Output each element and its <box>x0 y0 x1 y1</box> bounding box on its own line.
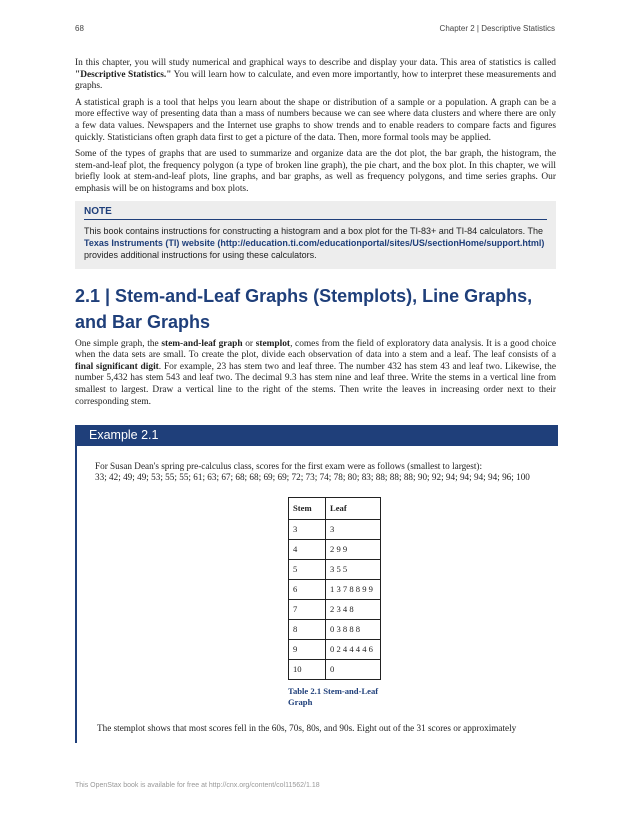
leaf-cell: 2 3 4 8 <box>326 599 381 619</box>
table-row <box>289 619 381 639</box>
stem-leaf-table <box>288 497 381 680</box>
table-row <box>289 579 381 599</box>
leaf-cell: 3 5 5 <box>326 559 381 579</box>
leaf-cell: 3 <box>326 519 381 539</box>
example-box <box>75 425 558 743</box>
leaf-cell: 1 3 7 8 8 9 9 <box>326 579 381 599</box>
note-title: NOTE <box>84 206 547 220</box>
table-row <box>289 659 381 679</box>
leaf-header: Leaf <box>326 497 381 519</box>
descriptive-statistics-term: "Descriptive Statistics." <box>75 69 172 80</box>
chapter-title: Chapter 2 | Descriptive Statistics <box>439 24 555 33</box>
note-text: This book contains instructions for constructing a histogram and a box plot for the TI-83+ and TI-84 calculators. The Texas Instruments (TI) website (http://education.ti.com/educationportal/sites/US/sectionHome/support.html) provides additional instructions for using these calculators. <box>84 225 545 260</box>
intro-paragraph-3: Some of the types of graphs that are used to summarize and organize data are the dot plot, the bar graph, the histogram, the stem-and-leaf plot, the frequency polygon (a type of broken line graph), the pie chart, and the box plot. In this chapter, we will briefly look at stem-and-leaf plots, line graphs, and bar graphs, as well as frequency polygons, and time series graphs. Our emphasis will be on histograms and box plots. <box>75 149 556 194</box>
section-title: 2.1 | Stem-and-Leaf Graphs (Stemplots), Line Graphs, and Bar Graphs <box>75 285 533 332</box>
intro-paragraph-1: In this chapter, you will study numerical and graphical ways to describe and display your data. This area of statistics is called "Descriptive Statistics." You will learn how to calculate, and even more importantly, how to interpret these measurements and graphs. <box>75 58 557 92</box>
main-content <box>75 58 556 413</box>
leaf-cell: 0 <box>326 659 381 679</box>
note-box <box>75 201 556 269</box>
page-header <box>75 24 555 36</box>
example-title: Example 2.1 <box>77 425 558 446</box>
table-header-row <box>289 497 381 519</box>
stem-cell: 3 <box>289 519 326 539</box>
table-caption: Table 2.1 Stem-and-Leaf Graph <box>288 685 379 707</box>
stem-cell: 4 <box>289 539 326 559</box>
table-row <box>289 559 381 579</box>
leaf-cell: 2 9 9 <box>326 539 381 559</box>
leaf-cell: 0 3 8 8 8 <box>326 619 381 639</box>
stem-cell: 8 <box>289 619 326 639</box>
example-intro: For Susan Dean's spring pre-calculus class, scores for the first exam were as follows (smallest to largest): <box>95 461 483 471</box>
page-number: 68 <box>75 24 84 33</box>
page-footer: This OpenStax book is available for free at http://cnx.org/content/col11562/1.18 <box>75 782 320 789</box>
leaf-cell: 0 2 4 4 4 4 6 <box>326 639 381 659</box>
intro-paragraph-2: A statistical graph is a tool that helps you learn about the shape or distribution of a sample or a population. A graph can be a more effective way of presenting data than a mass of numbers because we can see where data clusters and where there are only a few data values. Newspapers and the Internet use graphs to show trends and to enable readers to compare facts and figures quickly. Statisticians often graph data first to get a picture of the data. Then, more formal tools may be applied. <box>75 97 556 143</box>
section-paragraph: One simple graph, the stem-and-leaf graph or stemplot, comes from the field of exploratory data analysis. It is a good choice when the data sets are small. To create the plot, divide each observation of data into a stem and a leaf. The leaf consists of a final significant digit. For example, 23 has stem two and leaf three. The number 432 has stem 43 and leaf two. Likewise, the number 5,432 has stem 543 and leaf two. The decimal 9.3 has stem nine and leaf three. Write the stems in a vertical line from smallest to largest. Draw a vertical line to the right of the stems. Then write the leaves in increasing order next to their corresponding stem. <box>75 338 557 407</box>
stem-cell: 7 <box>289 599 326 619</box>
table-row <box>289 639 381 659</box>
ti-website-link[interactable]: Texas Instruments (TI) website (http://education.ti.com/educationportal/sites/US/sectionHome/support.html) <box>84 237 545 248</box>
stem-cell: 10 <box>289 659 326 679</box>
example-scores: 33; 42; 49; 49; 53; 55; 55; 61; 63; 67; 68; 68; 69; 69; 72; 73; 74; 78; 80; 83; 88; 88; 88; 90; 92; 94; 94; 94; 94; 96; 100 <box>95 472 530 483</box>
stem-cell: 5 <box>289 559 326 579</box>
table-row <box>289 539 381 559</box>
stem-cell: 9 <box>289 639 326 659</box>
stemplot-summary-text: The stemplot shows that most scores fell in the 60s, 70s, 80s, and 90s. Eight out of the 31 scores or approximately <box>97 723 517 733</box>
table-row <box>289 599 381 619</box>
table-row <box>289 519 381 539</box>
stem-cell: 6 <box>289 579 326 599</box>
stem-header: Stem <box>289 497 326 519</box>
